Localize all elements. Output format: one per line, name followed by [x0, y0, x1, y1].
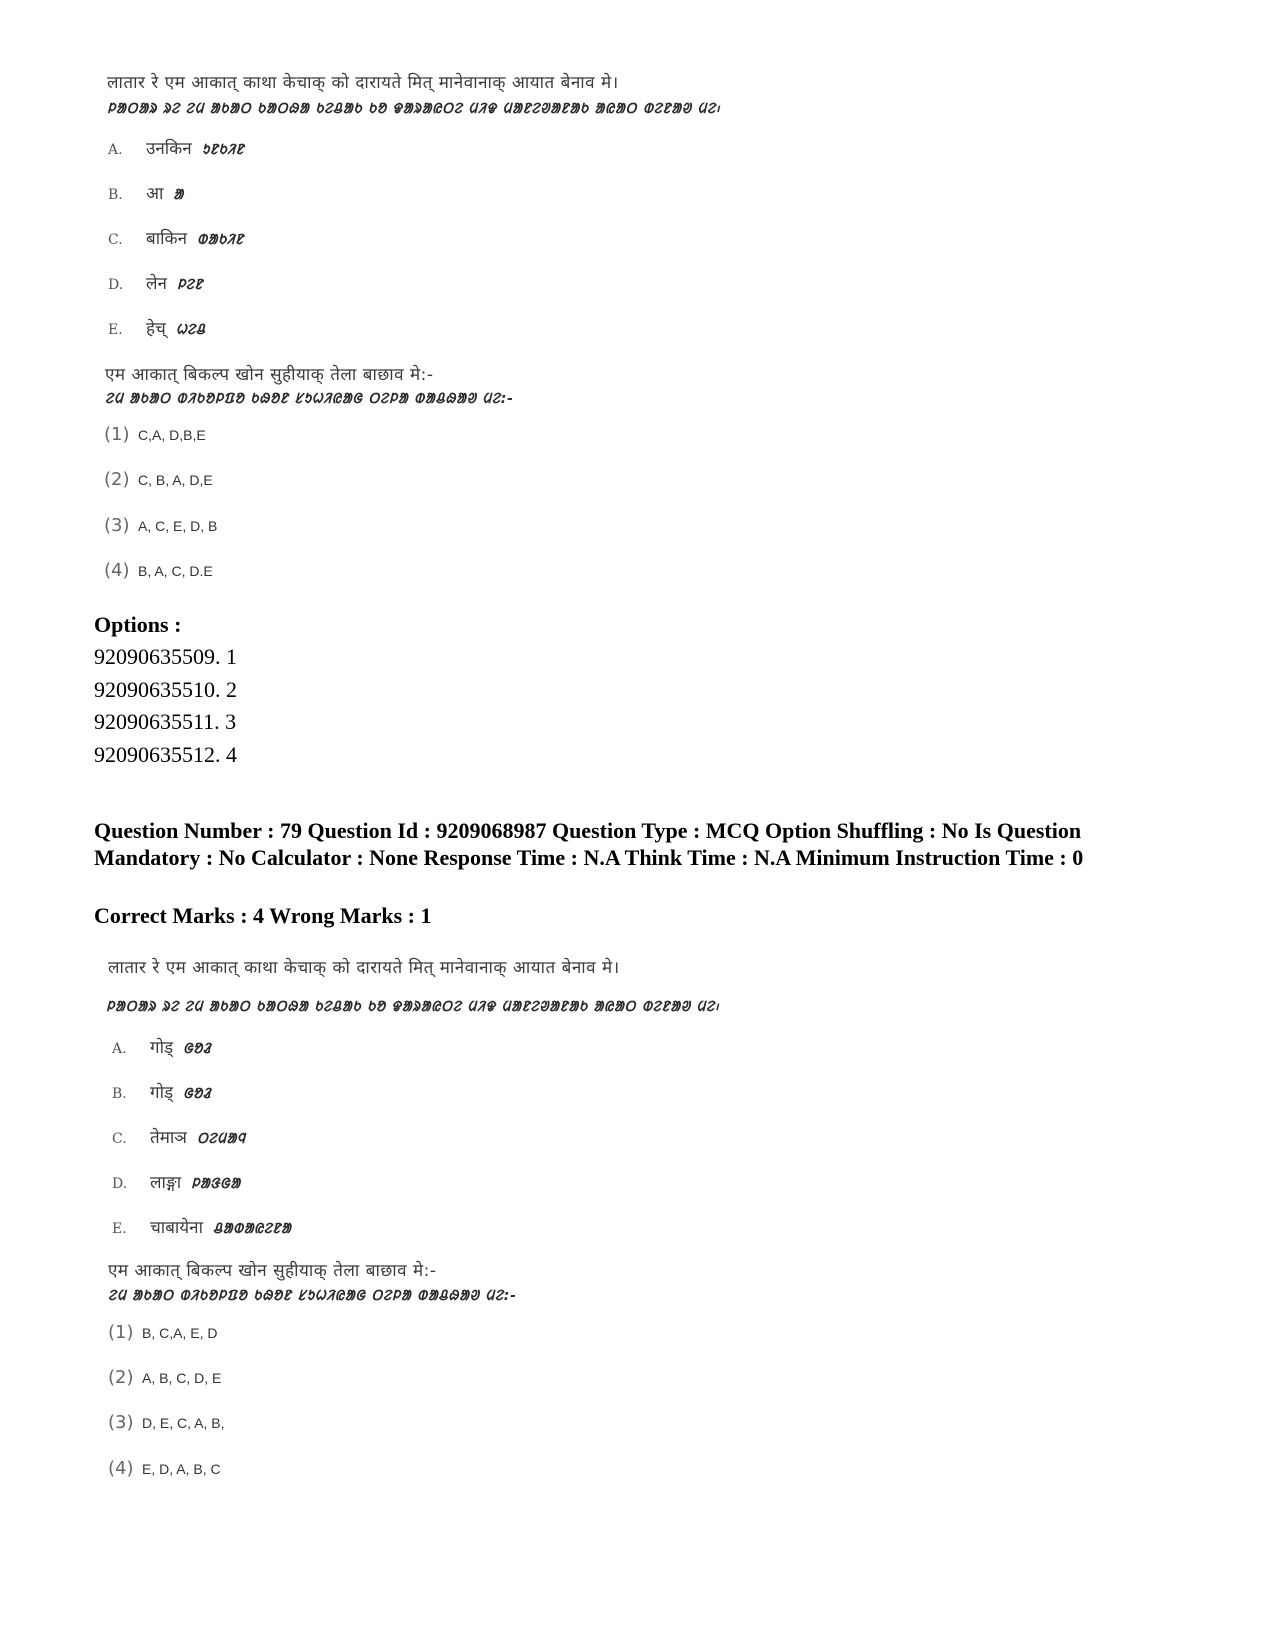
- q79-item-b: [112, 1080, 211, 1103]
- q79-statement-script: ᱞᱟᱛᱟᱨ ᱨᱮ ᱮᱢ ᱟᱠᱟᱛ ᱠᱟᱛᱷᱟ ᱠᱮᱪᱟᱠ ᱠᱚ ᱫᱟᱨᱟᱭᱛᱮ ᱢᱤᱫ ᱢᱟᱱᱮᱣᱟᱱᱟᱠ ᱟᱭᱟᱛ ᱵᱮᱱᱟᱣ ᱢᱮ᱾: [106, 999, 720, 1015]
- choice-number: (1): [104, 424, 130, 445]
- q78-item-e: [108, 316, 206, 339]
- q78-item-c: [108, 226, 244, 249]
- q78-question-image: [0, 0, 1275, 600]
- q78-choice-4: [104, 560, 213, 581]
- choice-number: (2): [108, 1367, 134, 1388]
- options-list: [94, 641, 237, 771]
- q79-item-d: [112, 1170, 241, 1193]
- item-script: ᱜᱚᱲ: [183, 1041, 212, 1057]
- item-script: ᱵᱟᱠᱤᱱ: [197, 232, 244, 248]
- choice-value: C,A, D,B,E: [138, 427, 206, 443]
- choice-value: A, B, C, D, E: [142, 1370, 222, 1386]
- item-script: ᱛᱮᱢᱟᱧ: [196, 1131, 246, 1147]
- item-hindi: हेच्: [146, 319, 166, 339]
- q79-item-a: [112, 1035, 211, 1058]
- choice-value: C, B, A, D,E: [138, 472, 213, 488]
- item-letter: D.: [108, 277, 124, 293]
- q79-choice-4: [108, 1458, 221, 1479]
- item-hindi: लाङ्गा: [150, 1173, 182, 1193]
- q78-statement-script: ᱞᱟᱛᱟᱨ ᱨᱮ ᱮᱢ ᱟᱠᱟᱛ ᱠᱟᱛᱷᱟ ᱠᱮᱪᱟᱠ ᱠᱚ ᱫᱟᱨᱟᱭᱛᱮ ᱢᱤᱫ ᱢᱟᱱᱮᱣᱟᱱᱟᱠ ᱟᱭᱟᱛ ᱵᱮᱱᱟᱣ ᱢᱮ᱾: [107, 101, 721, 117]
- item-letter: D.: [112, 1176, 128, 1192]
- q78-statement-hindi: लातार रे एम आकात् काथा केचाक् को दारायते मित् मानेवानाक् आयात बेनाव मे।: [107, 73, 619, 93]
- item-hindi: तेमाञ: [150, 1128, 187, 1148]
- q79-choice-2: [108, 1367, 221, 1388]
- item-letter: E.: [108, 322, 123, 338]
- q79-statement-hindi: लातार रे एम आकात् काथा केचाक् को दारायते मित् मानेवानाक् आयात बेनाव मे।: [108, 958, 620, 978]
- item-letter: A.: [108, 142, 123, 158]
- choice-value: B, A, C, D.E: [138, 563, 213, 579]
- choice-value: D, E, C, A, B,: [142, 1415, 225, 1431]
- item-letter: E.: [112, 1221, 127, 1237]
- choice-number: (4): [108, 1458, 134, 1479]
- choice-value: B, C,A, E, D: [142, 1325, 218, 1341]
- choice-value: E, D, A, B, C: [142, 1461, 221, 1477]
- item-script: ᱞᱮᱱ: [176, 277, 203, 293]
- item-hindi: लेन: [146, 274, 167, 294]
- q79-question-image: [0, 940, 1275, 1500]
- item-hindi: चाबायेना: [150, 1218, 204, 1238]
- option-item: 92090635509. 1: [94, 644, 237, 669]
- q79-choice-1: [108, 1322, 217, 1343]
- item-hindi: उनकिन: [146, 139, 192, 159]
- choice-value: A, C, E, D, B: [138, 518, 218, 534]
- q79-instruction-script: ᱮᱢ ᱟᱠᱟᱛ ᱵᱤᱠᱚᱞᱯᱚ ᱠᱷᱚᱱ ᱥᱩᱦᱤᱭᱟᱜ ᱛᱮᱞᱟ ᱵᱟᱪᱷᱟᱣ ᱢᱮ:-: [108, 1288, 517, 1304]
- q79-marks: Correct Marks : 4 Wrong Marks : 1: [94, 903, 432, 928]
- q79-instruction-hindi: एम आकात् बिकल्प खोन सुहीयाक् तेला बाछाव मे:-: [108, 1261, 437, 1281]
- option-item: 92090635512. 4: [94, 741, 237, 767]
- q78-choice-2: [104, 469, 213, 490]
- item-hindi: आ: [146, 184, 164, 204]
- item-hindi: गोड्: [150, 1083, 174, 1103]
- q79-item-c: [112, 1125, 246, 1148]
- item-script: ᱟ: [173, 187, 184, 203]
- item-script: ᱞᱟᱝᱜᱟ: [191, 1176, 241, 1192]
- options-heading: Options :: [94, 612, 182, 637]
- item-script: ᱦᱮᱪ: [175, 322, 206, 338]
- item-script: ᱪᱟᱵᱟᱭᱮᱱᱟ: [213, 1221, 292, 1237]
- item-hindi: गोड्: [150, 1038, 174, 1058]
- item-script: ᱩᱱᱠᱤᱱ: [201, 142, 245, 158]
- item-letter: B.: [108, 187, 123, 203]
- item-script: ᱜᱚᱲ: [183, 1086, 212, 1102]
- option-item: 92090635511. 3: [94, 709, 237, 734]
- choice-number: (3): [108, 1412, 134, 1433]
- q78-instruction-script: ᱮᱢ ᱟᱠᱟᱛ ᱵᱤᱠᱚᱞᱯᱚ ᱠᱷᱚᱱ ᱥᱩᱦᱤᱭᱟᱜ ᱛᱮᱞᱟ ᱵᱟᱪᱷᱟᱣ ᱢᱮ:-: [105, 391, 514, 407]
- q78-item-a: [108, 136, 244, 159]
- q79-item-e: [112, 1215, 291, 1238]
- item-letter: B.: [112, 1086, 127, 1102]
- item-letter: C.: [112, 1131, 127, 1147]
- choice-number: (1): [108, 1322, 134, 1343]
- item-letter: C.: [108, 232, 123, 248]
- choice-number: (3): [104, 515, 130, 536]
- choice-number: (4): [104, 560, 130, 581]
- option-item: 92090635510. 2: [94, 676, 237, 702]
- q78-item-d: [108, 271, 203, 294]
- q78-choice-3: [104, 515, 217, 536]
- q78-instruction-hindi: एम आकात् बिकल्प खोन सुहीयाक् तेला बाछाव मे:-: [105, 365, 434, 385]
- q78-item-b: [108, 181, 184, 204]
- item-hindi: बाकिन: [146, 229, 188, 249]
- choice-number: (2): [104, 469, 130, 490]
- q78-choice-1: [104, 424, 206, 445]
- q79-header: Question Number : 79 Question Id : 9209068987 Question Type : MCQ Option Shuffling : No Is Question Mandatory : No Calculator : None Response Time : N.A Think Time : N.A Minimum Instruction Time : 0: [94, 818, 1084, 870]
- q79-choice-3: [108, 1412, 224, 1433]
- item-letter: A.: [112, 1041, 127, 1057]
